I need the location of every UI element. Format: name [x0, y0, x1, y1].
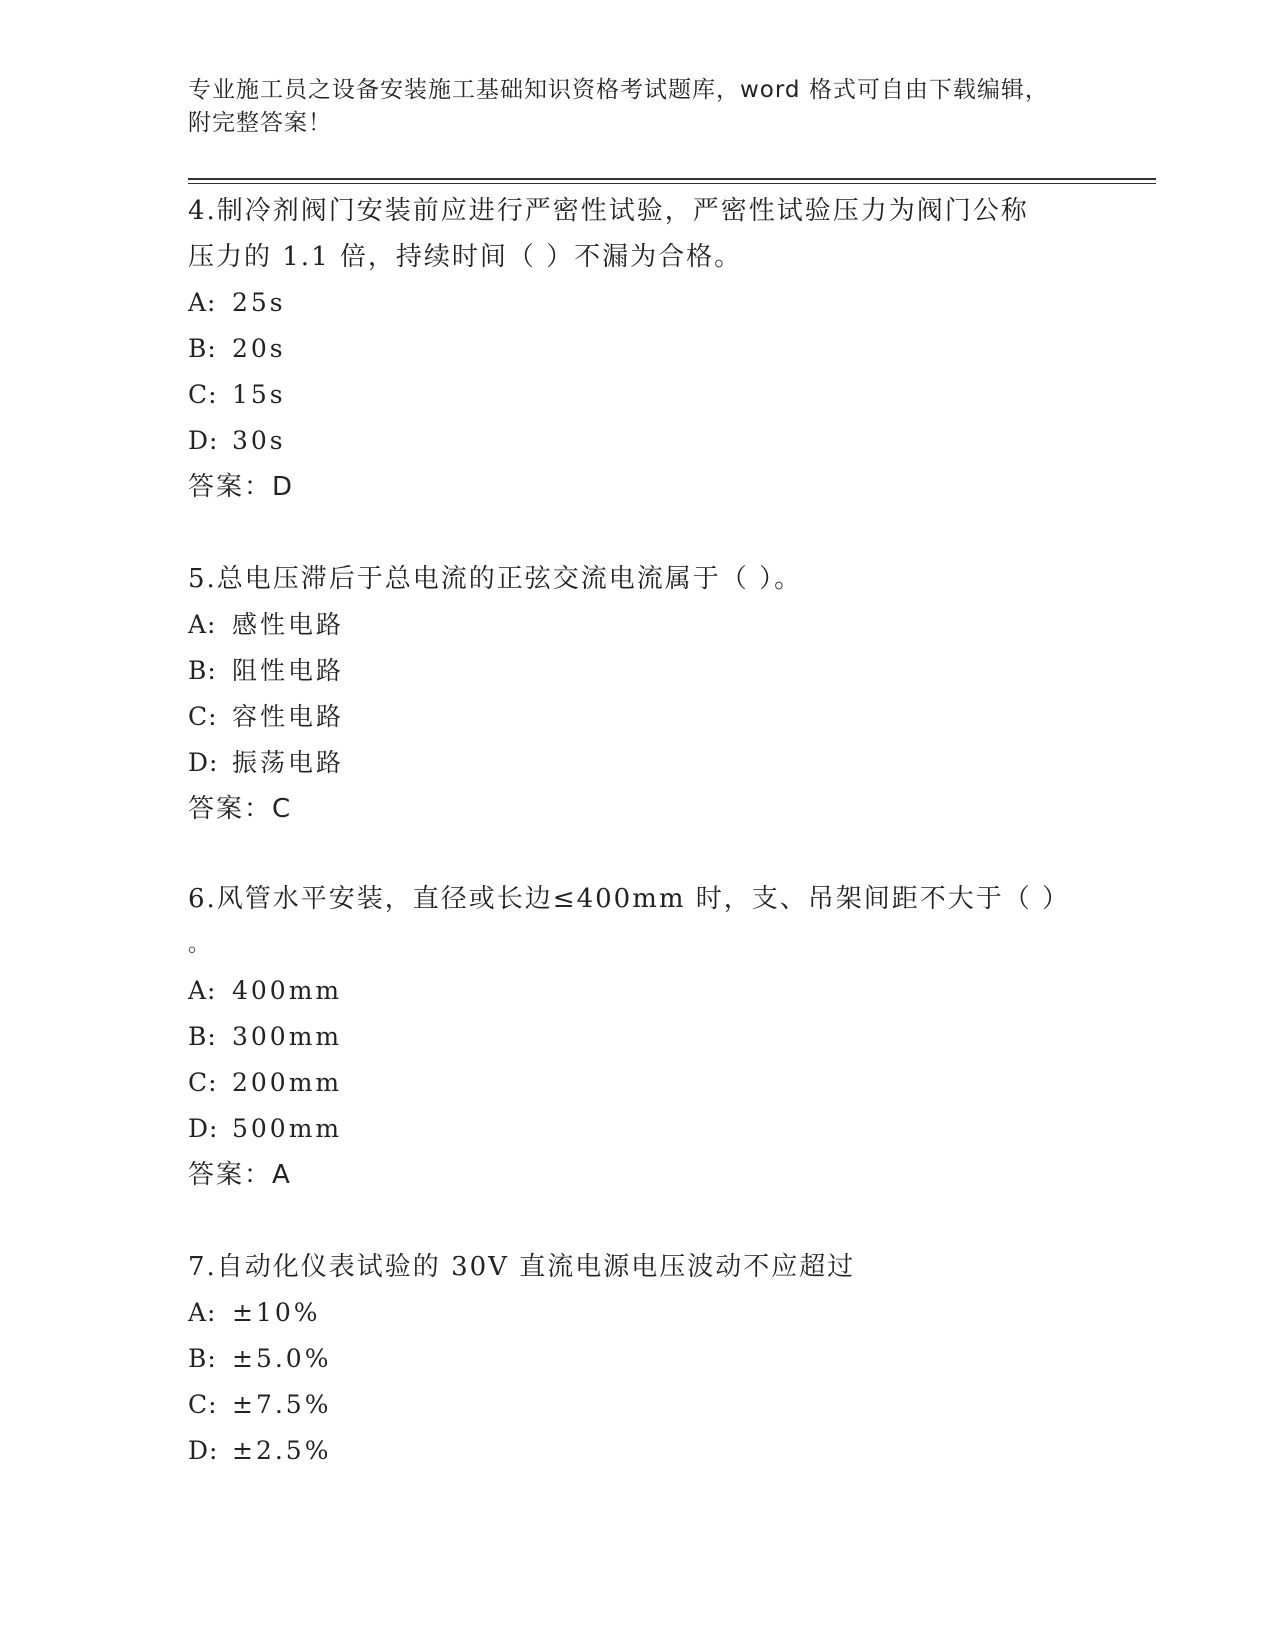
- option-text: ±7.5%: [232, 1390, 332, 1419]
- option-c: [188, 1382, 1088, 1428]
- question-4: [188, 188, 1088, 510]
- option-b: [188, 1014, 1088, 1060]
- option-letter: B:: [188, 1344, 217, 1373]
- option-letter: C:: [188, 1390, 218, 1419]
- header-title-line-1: 专业施工员之设备安装施工基础知识资格考试题库，word 格式可自由下载编辑，: [188, 77, 1049, 103]
- option-letter: D:: [188, 748, 219, 777]
- option-d: [188, 1428, 1088, 1474]
- option-letter: D:: [188, 1114, 219, 1143]
- option-letter: C:: [188, 1068, 218, 1097]
- option-d: [188, 418, 1088, 464]
- question-stem-line: 4.制冷剂阀门安装前应进行严密性试验，严密性试验压力为阀门公称: [188, 196, 1029, 226]
- question-6: [188, 876, 1088, 1198]
- option-b: [188, 326, 1088, 372]
- answer-line: 答案：A: [188, 1160, 292, 1190]
- option-text: 30s: [232, 426, 286, 455]
- option-text: 200mm: [232, 1068, 343, 1097]
- option-text: 300mm: [232, 1022, 343, 1051]
- option-text: 20s: [232, 334, 286, 363]
- option-text: ±5.0%: [232, 1344, 332, 1373]
- option-letter: D:: [188, 1436, 219, 1465]
- answer-line: 答案：D: [188, 472, 295, 502]
- option-d: [188, 1106, 1088, 1152]
- option-letter: A:: [188, 1298, 217, 1327]
- question-5: [188, 556, 1088, 832]
- option-text: ±10%: [232, 1298, 321, 1327]
- question-stem-line: 7.自动化仪表试验的 30V 直流电源电压波动不应超过: [188, 1252, 856, 1282]
- option-text: 振荡电路: [232, 748, 345, 777]
- option-text: 400mm: [232, 976, 343, 1005]
- document-header: [188, 74, 1068, 140]
- option-a: [188, 968, 1088, 1014]
- option-text: ±2.5%: [232, 1436, 332, 1465]
- question-stem-line: 5.总电压滞后于总电流的正弦交流电流属于（ ）。: [188, 564, 803, 594]
- option-text: 容性电路: [232, 702, 345, 731]
- option-c: [188, 1060, 1088, 1106]
- option-b: [188, 648, 1088, 694]
- option-d: [188, 740, 1088, 786]
- option-letter: B:: [188, 1022, 217, 1051]
- option-letter: B:: [188, 656, 217, 685]
- option-text: 阻性电路: [232, 656, 345, 685]
- header-title-line-2: 附完整答案！: [188, 110, 332, 136]
- answer-line: 答案：C: [188, 794, 293, 824]
- option-a: [188, 280, 1088, 326]
- option-letter: A:: [188, 288, 217, 317]
- option-letter: A:: [188, 610, 217, 639]
- header-divider-thick: [188, 178, 1156, 180]
- option-letter: A:: [188, 976, 217, 1005]
- question-stem-line: 6.风管水平安装，直径或长边≤400mm 时，支、吊架间距不大于（ ）: [188, 884, 1071, 914]
- question-stem-line: 压力的 1.1 倍，持续时间（ ）不漏为合格。: [188, 242, 743, 272]
- option-a: [188, 602, 1088, 648]
- option-text: 15s: [232, 380, 286, 409]
- option-c: [188, 694, 1088, 740]
- question-stem-line: 。: [188, 932, 213, 957]
- option-text: 25s: [232, 288, 286, 317]
- option-letter: D:: [188, 426, 219, 455]
- option-b: [188, 1336, 1088, 1382]
- option-letter: B:: [188, 334, 217, 363]
- option-a: [188, 1290, 1088, 1336]
- header-divider-thin: [188, 183, 1156, 184]
- option-letter: C:: [188, 380, 218, 409]
- option-letter: C:: [188, 702, 218, 731]
- option-c: [188, 372, 1088, 418]
- option-text: 500mm: [232, 1114, 343, 1143]
- option-text: 感性电路: [232, 610, 345, 639]
- question-7: [188, 1244, 1088, 1474]
